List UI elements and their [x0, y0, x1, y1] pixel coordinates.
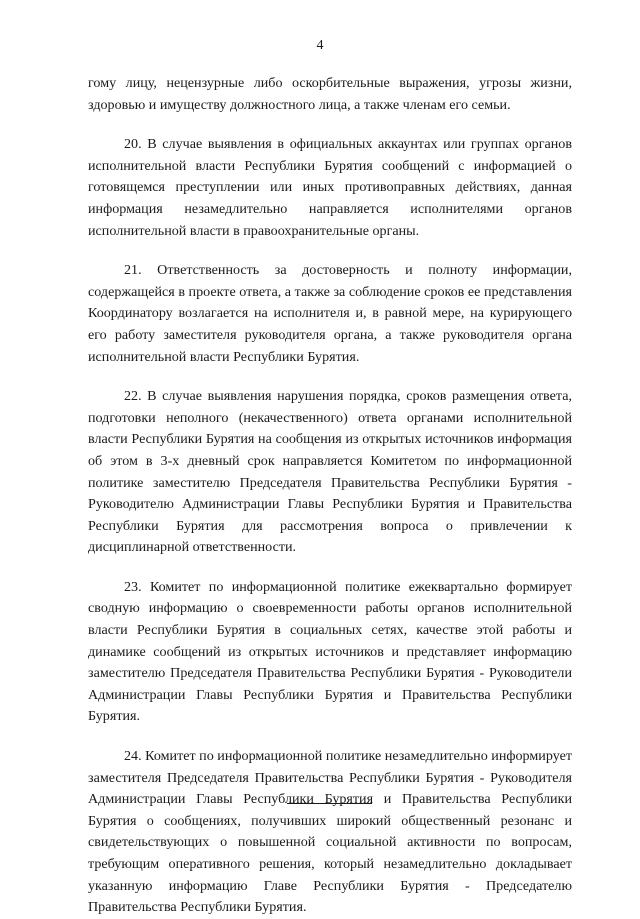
paragraph-20: 20. В случае выявления в официальных аккаунтах или группах органов исполнительной власти Республики Бурятия сообщений с информацией о готовящемся преступлении или иных противоправных действиях, данная информация незамедлительно направляется исполнителями органов исполнительной власти в правоохранительные органы. — [88, 136, 572, 239]
paragraph-24: 24. Комитет по информационной политике незамедлительно информирует заместителя Председателя Правительства Республики Бурятия - Руководителя Администрации Главы Республики Бурятия и Правительства Республики Бурятия о сообщениях, получивших широкий общественный резонанс и свидетельствующих о повышенной социальной активности по вопросам, требующим оперативного решения, который незамедлительно докладывает указанную информацию Главе Республики Бурятия - Председателю Правительства Республики Бурятия. — [88, 748, 572, 916]
paragraph-21: 21. Ответственность за достоверность и полноту информации, содержащейся в проекте ответа, а также за соблюдение сроков ее представления Координатору возлагается на исполнителя и, в равной мере, на курирующего его работу заместителя руководителя органа, а также руководителя органа исполнительной власти Республики Бурятия. — [88, 262, 572, 365]
paragraph-22: 22. В случае выявления нарушения порядка, сроков размещения ответа, подготовки неполного (некачественного) ответа органами исполнительной власти Республики Бурятия на сообщения из открытых источников информация об этом в 3-х дневный срок направляется Комитетом по информационной политике заместителю Председателя Правительства Республики Бурятия - Руководителю Администрации Главы Республики Бурятия и Правительства Республики Бурятия для рассмотрения вопроса о привлечении к дисциплинарной ответственности. — [88, 388, 572, 556]
paragraph-continuation: гому лицу, нецензурные либо оскорбительные выражения, угрозы жизни, здоровью и имуществу должностного лица, а также членам его семьи. — [88, 75, 572, 113]
document-body — [88, 73, 572, 919]
paragraph-23: 23. Комитет по информационной политике ежеквартально формирует сводную информацию о своевременности работы органов исполнительной власти Республики Бурятия в социальных сетях, качестве этой работы и динамике сообщений из открытых источников и представляет информацию заместителю Председателя Правительства Республики Бурятия - Руководители Администрации Главы Республики Бурятия и Правительства Республики Бурятия. — [88, 578, 572, 725]
page-number: 4 — [316, 38, 324, 53]
end-of-document-rule — [287, 803, 372, 804]
